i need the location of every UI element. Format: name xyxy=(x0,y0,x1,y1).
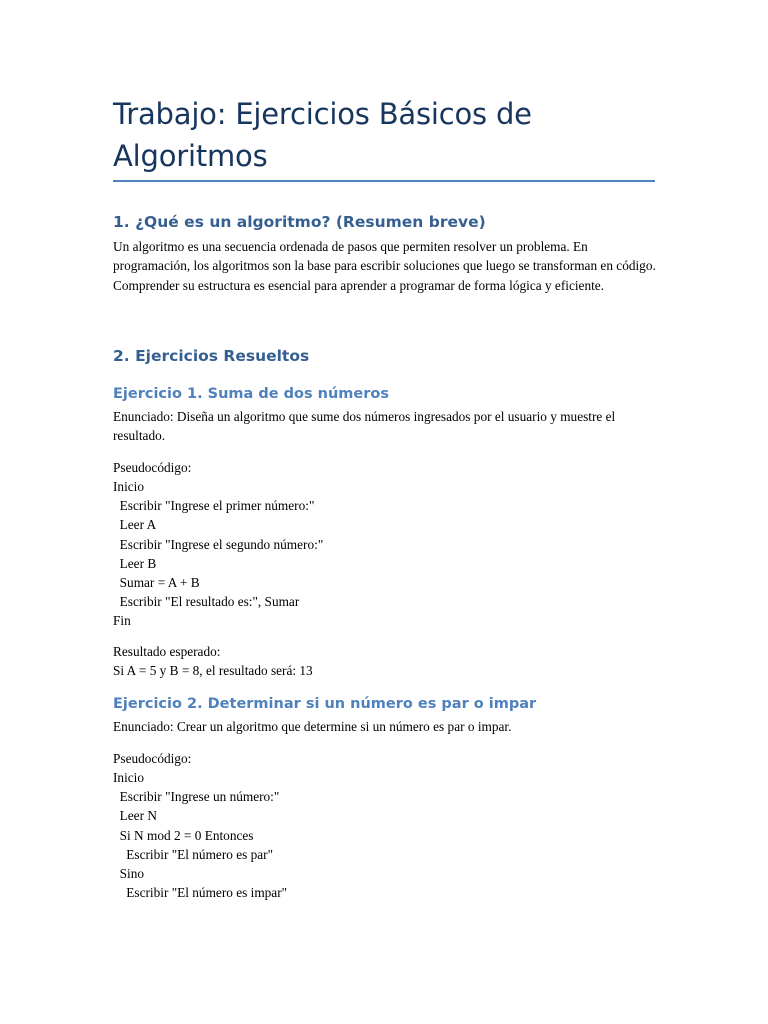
exercise-2-heading: Ejercicio 2. Determinar si un número es par o impar xyxy=(113,696,537,712)
exercise-2-pseudocode xyxy=(113,768,287,902)
pseudocode-line: Leer B xyxy=(113,555,157,571)
document-title: Trabajo: Ejercicios Básicos de Algoritmos xyxy=(113,97,532,173)
exercise-1-pseudocode-label: Pseudocódigo: xyxy=(113,460,192,475)
exercise-1-statement: Enunciado: Diseña un algoritmo que sume dos números ingresados por el usuario y muestre el resultado. xyxy=(113,409,616,444)
exercise-1-result: Si A = 5 y B = 8, el resultado será: 13 xyxy=(113,663,313,678)
pseudocode-line: Sino xyxy=(113,866,145,882)
pseudocode-line: Inicio xyxy=(113,770,145,785)
exercise-1-pseudocode xyxy=(113,477,323,631)
pseudocode-line: Leer A xyxy=(113,517,157,533)
pseudocode-line: Leer N xyxy=(113,808,157,824)
pseudocode-line: Escribir "Ingrese un número:" xyxy=(113,789,280,805)
section-1-heading: 1. ¿Qué es un algoritmo? (Resumen breve) xyxy=(113,213,486,231)
pseudocode-line: Escribir "Ingrese el segundo número:" xyxy=(113,536,324,552)
pseudocode-line: Si N mod 2 = 0 Entonces xyxy=(113,827,254,843)
title-underline xyxy=(113,180,655,182)
exercise-1-result-label: Resultado esperado: xyxy=(113,644,221,659)
section-2-heading: 2. Ejercicios Resueltos xyxy=(113,347,310,365)
pseudocode-line: Inicio xyxy=(113,479,145,494)
pseudocode-line: Escribir "El número es impar" xyxy=(113,885,288,901)
exercise-2-pseudocode-label: Pseudocódigo: xyxy=(113,751,192,766)
pseudocode-line: Fin xyxy=(113,613,131,629)
pseudocode-line: Escribir "Ingrese el primer número:" xyxy=(113,498,315,514)
pseudocode-line: Escribir "El resultado es:", Sumar xyxy=(113,594,300,610)
exercise-1-heading: Ejercicio 1. Suma de dos números xyxy=(113,386,389,402)
section-1-body: Un algoritmo es una secuencia ordenada de pasos que permiten resolver un problema. En programación, los algoritmos son la base para escribir soluciones que luego se transforman en código. Comprender su estructura es esencial para aprender a programar de forma lógica y eficiente. xyxy=(113,239,656,293)
exercise-2-statement: Enunciado: Crear un algoritmo que determine si un número es par o impar. xyxy=(113,719,512,734)
pseudocode-line: Escribir "El número es par" xyxy=(113,846,274,862)
pseudocode-line: Sumar = A + B xyxy=(113,575,200,591)
